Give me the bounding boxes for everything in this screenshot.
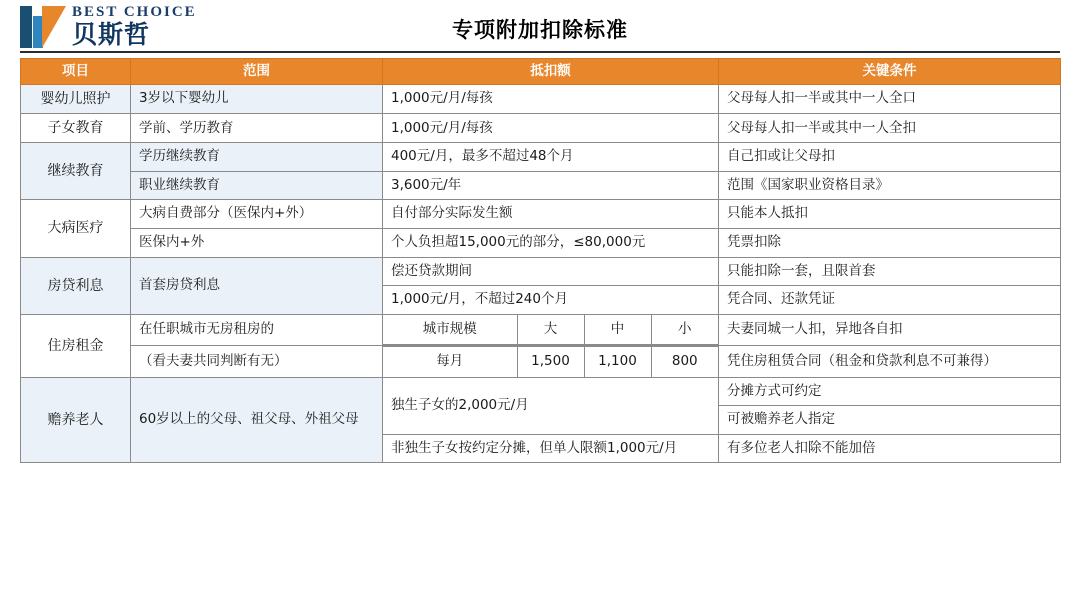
cell-amount-grid xyxy=(383,314,719,346)
cell-amount-grid xyxy=(383,346,719,378)
table-row xyxy=(21,143,1061,172)
cell-condition: 只能扣除一套，且限首套 xyxy=(719,257,1061,286)
cell-condition: 凭票扣除 xyxy=(719,229,1061,258)
cell-condition: 父母每人扣一半或其中一人全扣 xyxy=(719,114,1061,143)
city-scale-grid-values xyxy=(383,346,718,377)
cell-condition: 范围《国家职业资格目录》 xyxy=(719,171,1061,200)
cell-amount: 1,000元/月/每孩 xyxy=(383,114,719,143)
document-header xyxy=(0,0,1080,56)
col-header-amount: 抵扣额 xyxy=(383,59,719,85)
cell-condition: 父母每人扣一半或其中一人全口 xyxy=(719,85,1061,114)
cell-scope: 60岁以上的父母、祖父母、外祖父母 xyxy=(131,377,383,463)
brand-name-en: BEST CHOICE xyxy=(72,4,197,20)
cell-scope: （看夫妻共同判断有无） xyxy=(131,346,383,378)
deduction-table-wrapper xyxy=(20,58,1060,463)
brand-name-cn: 贝斯哲 xyxy=(72,20,151,49)
cell-category: 子女教育 xyxy=(21,114,131,143)
cell-condition: 只能本人抵扣 xyxy=(719,200,1061,229)
cell-category: 房贷利息 xyxy=(21,257,131,314)
cell-category: 住房租金 xyxy=(21,314,131,377)
cell-scope: 医保内+外 xyxy=(131,229,383,258)
cell-amount: 1,000元/月，不超过240个月 xyxy=(383,286,719,315)
cell-scope: 3岁以下婴幼儿 xyxy=(131,85,383,114)
grid-label-city-scale: 城市规模 xyxy=(383,315,517,345)
cell-amount: 非独生子女按约定分摊，但单人限额1,000元/月 xyxy=(383,434,719,463)
cell-condition: 可被赡养老人指定 xyxy=(719,406,1061,435)
cell-scope: 在任职城市无房租房的 xyxy=(131,314,383,346)
table-row xyxy=(21,257,1061,286)
table-row xyxy=(21,171,1061,200)
city-scale-grid-header xyxy=(383,315,718,346)
table-row xyxy=(21,200,1061,229)
table-row xyxy=(21,85,1061,114)
grid-header-small: 小 xyxy=(651,315,718,345)
cell-condition: 有多位老人扣除不能加倍 xyxy=(719,434,1061,463)
cell-condition: 夫妻同城一人扣，异地各自扣 xyxy=(719,314,1061,346)
grid-value-medium: 1,100 xyxy=(584,347,651,377)
cell-scope: 学历继续教育 xyxy=(131,143,383,172)
deduction-table xyxy=(20,58,1061,463)
cell-amount: 3,600元/年 xyxy=(383,171,719,200)
grid-value-small: 800 xyxy=(651,347,718,377)
table-row xyxy=(21,314,1061,346)
table-header-row xyxy=(21,59,1061,85)
grid-header-medium: 中 xyxy=(584,315,651,345)
cell-amount: 400元/月，最多不超过48个月 xyxy=(383,143,719,172)
cell-category: 赡养老人 xyxy=(21,377,131,463)
col-header-scope: 范围 xyxy=(131,59,383,85)
cell-scope: 职业继续教育 xyxy=(131,171,383,200)
grid-value-large: 1,500 xyxy=(517,347,584,377)
col-header-item: 项目 xyxy=(21,59,131,85)
cell-condition: 分摊方式可约定 xyxy=(719,377,1061,406)
cell-amount: 1,000元/月/每孩 xyxy=(383,85,719,114)
cell-category: 继续教育 xyxy=(21,143,131,200)
grid-label-monthly: 每月 xyxy=(383,347,517,377)
table-row xyxy=(21,229,1061,258)
page-title: 专项附加扣除标准 xyxy=(452,18,628,42)
cell-amount: 独生子女的2,000元/月 xyxy=(383,377,719,434)
cell-condition: 凭合同、还款凭证 xyxy=(719,286,1061,315)
cell-condition: 自己扣或让父母扣 xyxy=(719,143,1061,172)
table-row xyxy=(21,377,1061,406)
cell-amount: 自付部分实际发生额 xyxy=(383,200,719,229)
grid-header-large: 大 xyxy=(517,315,584,345)
col-header-condition: 关键条件 xyxy=(719,59,1061,85)
cell-condition: 凭住房租赁合同（租金和贷款利息不可兼得） xyxy=(719,346,1061,378)
cell-category: 婴幼儿照护 xyxy=(21,85,131,114)
table-row xyxy=(21,114,1061,143)
cell-scope: 学前、学历教育 xyxy=(131,114,383,143)
header-divider xyxy=(20,51,1060,53)
cell-amount: 个人负担超15,000元的部分，≤80,000元 xyxy=(383,229,719,258)
cell-category: 大病医疗 xyxy=(21,200,131,257)
cell-scope: 大病自费部分（医保内+外） xyxy=(131,200,383,229)
cell-amount: 偿还贷款期间 xyxy=(383,257,719,286)
table-row xyxy=(21,346,1061,378)
cell-scope: 首套房贷利息 xyxy=(131,257,383,314)
